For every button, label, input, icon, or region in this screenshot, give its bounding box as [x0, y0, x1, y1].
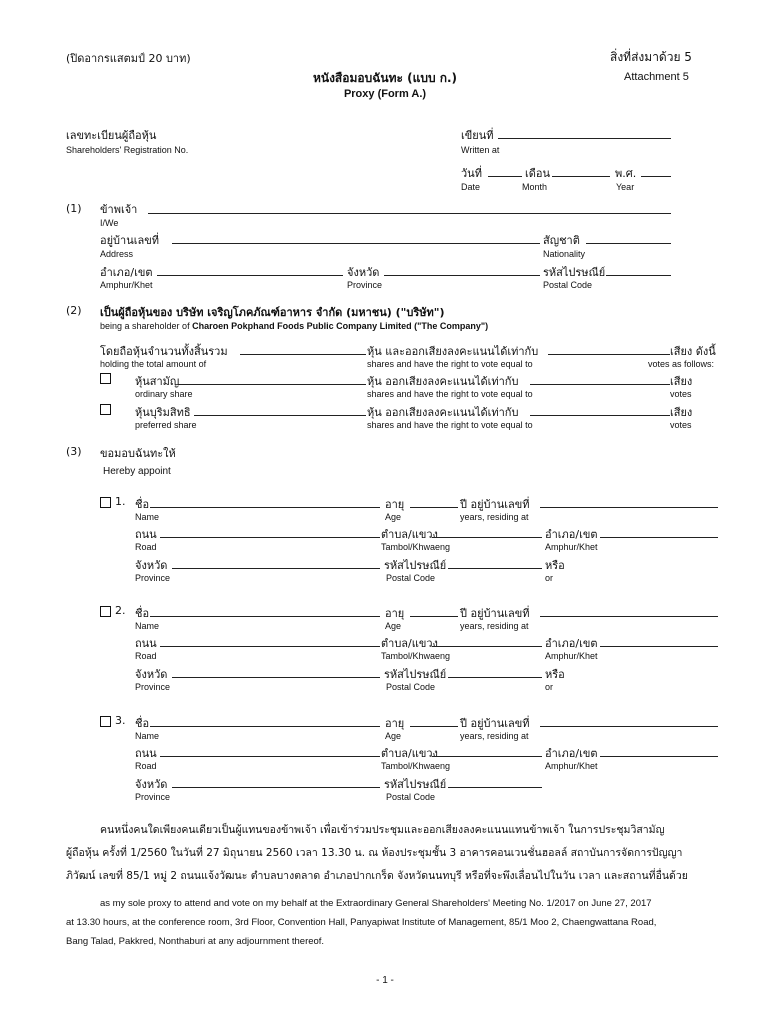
proxy-3-number: 3.: [115, 714, 126, 727]
proxy-1-years-label-th: ปี อยู่บ้านเลขที่: [460, 498, 530, 511]
ordinary-mid-en: shares and have the right to vote equal to: [367, 389, 533, 399]
total-shares-mid-en: shares and have the right to vote equal to: [367, 359, 533, 369]
preferred-votes-field[interactable]: [530, 415, 670, 416]
proxy-3-amphur-field[interactable]: [600, 756, 718, 757]
form-title-thai: หนังสือมอบฉันทะ (แบบ ก.): [312, 71, 458, 85]
proxy-3-province-label-en: Province: [135, 792, 171, 802]
enclosure-label: สิ่งที่ส่งมาด้วย 5: [610, 50, 692, 64]
total-shares-label-th: โดยถือหุ้นจำนวนทั้งสิ้นรวม: [100, 345, 228, 358]
reg-no-label-th: เลขทะเบียนผู้ถือหุ้น: [66, 129, 157, 142]
month-label-th: เดือน: [525, 167, 551, 180]
ordinary-shares-field[interactable]: [178, 384, 366, 385]
amphur-label-en: Amphur/Khet: [100, 280, 153, 290]
stamp-duty-note: (ปิดอากรแสตมป์ 20 บาท): [66, 52, 191, 65]
proxy-3-province-label-th: จังหวัด: [135, 778, 168, 791]
section-1-number: (1): [66, 202, 82, 215]
proxy-2-tambol-field[interactable]: [432, 646, 542, 647]
proxy-3-name-label-en: Name: [135, 731, 160, 741]
proxy-1-postal-label-th: รหัสไปรษณีย์: [384, 559, 447, 572]
proxy-2-road-field[interactable]: [160, 646, 380, 647]
page-number: - 1 -: [376, 975, 394, 986]
proxy-2-address-field[interactable]: [540, 616, 718, 617]
proxy-3-postal-label-en: Postal Code: [386, 792, 436, 802]
statement-english-line-2: at 13.30 hours, at the conference room, 3rd Floor, Convention Hall, Panyapiwat Institute of Management, 85/1 Moo 2, Chaengwattana Road,: [66, 917, 657, 928]
appoint-label-en: Hereby appoint: [103, 466, 171, 477]
preferred-share-checkbox[interactable]: [100, 404, 111, 415]
proxy-2-postal-field[interactable]: [448, 677, 542, 678]
month-field[interactable]: [552, 176, 610, 177]
proxy-1-name-label-th: ชื่อ: [135, 498, 150, 511]
proxy-2-age-label-th: อายุ: [385, 607, 405, 620]
ordinary-mid-th: หุ้น ออกเสียงลงคะแนนได้เท่ากับ: [367, 375, 519, 388]
preferred-mid-th: หุ้น ออกเสียงลงคะแนนได้เท่ากับ: [367, 406, 519, 419]
proxy-3-tambol-label-th: ตำบล/แขวง: [381, 747, 438, 760]
proxy-1-road-field[interactable]: [160, 537, 380, 538]
statement-thai-line-2: ผู้ถือหุ้น ครั้งที่ 1/2560 ในวันที่ 27 มิถุนายน 2560 เวลา 13.30 น. ณ ห้องประชุมชั้น 3 อาคารคอนเวนชั่นฮอลล์ สถาบันการจัดการปัญญา: [66, 847, 683, 859]
proxy-3-age-field[interactable]: [410, 726, 458, 727]
proxy-2-postal-label-th: รหัสไปรษณีย์: [384, 668, 447, 681]
proxy-1-amphur-field[interactable]: [600, 537, 718, 538]
appoint-label-th: ขอมอบฉันทะให้: [100, 447, 176, 460]
ordinary-share-label-en: ordinary share: [135, 389, 193, 399]
date-field[interactable]: [488, 176, 522, 177]
proxy-2-name-label-th: ชื่อ: [135, 607, 150, 620]
i-we-label-en: I/We: [100, 218, 119, 228]
total-shares-mid-th: หุ้น และออกเสียงลงคะแนนได้เท่ากับ: [367, 345, 539, 358]
proxy-1-or-en: or: [545, 573, 554, 583]
postal-label-en: Postal Code: [543, 280, 593, 290]
proxy-1-road-label-th: ถนน: [135, 528, 157, 541]
proxy-2-province-label-en: Province: [135, 682, 171, 692]
preferred-share-label-th: หุ้นบุริมสิทธิ: [135, 406, 191, 419]
proxy-3-tambol-label-en: Tambol/Khwaeng: [381, 761, 451, 771]
proxy-1-age-label-th: อายุ: [385, 498, 405, 511]
date-label-en: Date: [461, 182, 481, 192]
proxy-3-province-field[interactable]: [172, 787, 380, 788]
proxy-1-province-field[interactable]: [172, 568, 380, 569]
date-label-th: วันที่: [461, 167, 482, 180]
section-2-number: (2): [66, 304, 82, 317]
proxy-3-age-label-en: Age: [385, 731, 402, 741]
proxy-3-road-label-en: Road: [135, 761, 157, 771]
proxy-3-years-label-th: ปี อยู่บ้านเลขที่: [460, 717, 530, 730]
nationality-label-th: สัญชาติ: [543, 234, 580, 247]
proxy-3-amphur-label-th: อำเภอ/เขต: [545, 747, 598, 760]
proxy-1-age-field[interactable]: [410, 507, 458, 508]
statement-thai-line-3: ภิวัฒน์ เลขที่ 85/1 หมู่ 2 ถนนแจ้งวัฒนะ ตำบลบางตลาด อำเภอปากเกร็ด จังหวัดนนทบุรี หรือที่จะพึงเลื่อนไปในวัน เวลา และสถานที่อื่นด้วย: [66, 870, 688, 882]
proxy-1-tambol-label-en: Tambol/Khwaeng: [381, 542, 451, 552]
statement-english-line-1: as my sole proxy to attend and vote on my behalf at the Extraordinary General Shareholders' Meeting No. 1/2017 on June 27, 2017: [100, 898, 652, 909]
postal-code-field[interactable]: [606, 275, 671, 276]
i-we-label-th: ข้าพเจ้า: [100, 203, 138, 216]
proxy-3-name-label-th: ชื่อ: [135, 717, 150, 730]
proxy-1-postal-label-en: Postal Code: [386, 573, 436, 583]
amphur-label-th: อำเภอ/เขต: [100, 266, 153, 279]
preferred-mid-en: shares and have the right to vote equal to: [367, 420, 533, 430]
address-field[interactable]: [172, 243, 540, 244]
proxy-2-years-label-en: years, residing at: [460, 621, 529, 631]
proxy-2-checkbox[interactable]: [100, 606, 111, 617]
proxy-2-or-th: หรือ: [545, 668, 565, 681]
total-votes-field[interactable]: [548, 354, 670, 355]
proxy-2-name-label-en: Name: [135, 621, 160, 631]
province-field[interactable]: [384, 275, 540, 276]
proxy-1-age-label-en: Age: [385, 512, 402, 522]
proxy-3-road-label-th: ถนน: [135, 747, 157, 760]
proxy-3-age-label-th: อายุ: [385, 717, 405, 730]
preferred-share-label-en: preferred share: [135, 420, 197, 430]
proxy-1-name-field[interactable]: [150, 507, 380, 508]
amphur-field[interactable]: [157, 275, 343, 276]
address-label-th: อยู่บ้านเลขที่: [100, 234, 160, 247]
year-label-en: Year: [616, 182, 635, 192]
written-at-label-th: เขียนที่: [461, 129, 494, 142]
preferred-shares-field[interactable]: [194, 415, 366, 416]
proxy-1-checkbox[interactable]: [100, 497, 111, 508]
ordinary-share-checkbox[interactable]: [100, 373, 111, 384]
total-shares-label-en: holding the total amount of: [100, 359, 207, 369]
proxy-1-tambol-label-th: ตำบล/แขวง: [381, 528, 438, 541]
proxy-1-road-label-en: Road: [135, 542, 157, 552]
proxy-2-years-label-th: ปี อยู่บ้านเลขที่: [460, 607, 530, 620]
proxy-3-amphur-label-en: Amphur/Khet: [545, 761, 598, 771]
proxy-2-road-label-th: ถนน: [135, 637, 157, 650]
nationality-field[interactable]: [586, 243, 671, 244]
written-at-field[interactable]: [498, 138, 671, 139]
proxy-2-tambol-label-th: ตำบล/แขวง: [381, 637, 438, 650]
proxy-1-number: 1.: [115, 495, 126, 508]
proxy-1-province-label-en: Province: [135, 573, 171, 583]
proxy-3-checkbox[interactable]: [100, 716, 111, 727]
proxy-2-name-field[interactable]: [150, 616, 380, 617]
statement-thai-line-1: คนหนึ่งคนใดเพียงคนเดียวเป็นผู้แทนของข้าพเจ้า เพื่อเข้าร่วมประชุมและออกเสียงลงคะแนนแทนข้าพเจ้า ในการประชุมวิสามัญ: [100, 824, 665, 836]
proxy-1-tambol-field[interactable]: [432, 537, 542, 538]
total-shares-field[interactable]: [240, 354, 366, 355]
province-label-th: จังหวัด: [347, 266, 380, 279]
proxy-3-address-field[interactable]: [540, 726, 718, 727]
proxy-3-postal-field[interactable]: [448, 787, 542, 788]
proxy-3-years-label-en: years, residing at: [460, 731, 529, 741]
written-at-label-en: Written at: [461, 145, 500, 155]
statement-english-line-3: Bang Talad, Pakkred, Nonthaburi at any adjournment thereof.: [66, 936, 325, 947]
ordinary-votes-label-en: votes: [670, 389, 692, 399]
proxy-1-years-label-en: years, residing at: [460, 512, 529, 522]
proxy-2-postal-label-en: Postal Code: [386, 682, 436, 692]
month-label-en: Month: [522, 182, 548, 192]
proxy-2-amphur-field[interactable]: [600, 646, 718, 647]
proxy-3-name-field[interactable]: [150, 726, 380, 727]
province-label-en: Province: [347, 280, 383, 290]
proxy-1-amphur-label-th: อำเภอ/เขต: [545, 528, 598, 541]
proxy-3-road-field[interactable]: [160, 756, 380, 757]
postal-label-th: รหัสไปรษณีย์: [543, 266, 606, 279]
proxy-2-age-label-en: Age: [385, 621, 402, 631]
proxy-2-or-en: or: [545, 682, 554, 692]
proxy-2-number: 2.: [115, 604, 126, 617]
proxy-1-or-th: หรือ: [545, 559, 565, 572]
proxy-2-road-label-en: Road: [135, 651, 157, 661]
proxy-1-postal-field[interactable]: [448, 568, 542, 569]
proxy-1-name-label-en: Name: [135, 512, 160, 522]
preferred-votes-label-th: เสียง: [670, 406, 693, 419]
attachment-label: Attachment 5: [624, 71, 689, 83]
form-title-english: Proxy (Form A.): [343, 88, 427, 100]
ordinary-votes-label-th: เสียง: [670, 375, 693, 388]
proxy-2-amphur-label-th: อำเภอ/เขต: [545, 637, 598, 650]
shareholder-of-en: being a shareholder of Charoen Pokphand Foods Public Company Limited ("The Company"): [100, 321, 489, 331]
proxy-2-tambol-label-en: Tambol/Khwaeng: [381, 651, 451, 661]
proxy-1-province-label-th: จังหวัด: [135, 559, 168, 572]
proxy-3-tambol-field[interactable]: [432, 756, 542, 757]
year-label-th: พ.ศ.: [615, 167, 637, 180]
preferred-votes-label-en: votes: [670, 420, 692, 430]
section-3-number: (3): [66, 445, 82, 458]
year-field[interactable]: [641, 176, 671, 177]
ordinary-votes-field[interactable]: [530, 384, 670, 385]
nationality-label-en: Nationality: [543, 249, 586, 259]
proxy-1-amphur-label-en: Amphur/Khet: [545, 542, 598, 552]
proxy-2-province-label-th: จังหวัด: [135, 668, 168, 681]
shareholder-name-field[interactable]: [148, 213, 671, 214]
proxy-2-province-field[interactable]: [172, 677, 380, 678]
proxy-3-postal-label-th: รหัสไปรษณีย์: [384, 778, 447, 791]
reg-no-label-en: Shareholders' Registration No.: [66, 145, 189, 155]
total-votes-label-th: เสียง ดังนี้: [670, 345, 716, 358]
shareholder-of-th: เป็นผู้ถือหุ้นของ บริษัท เจริญโภคภัณฑ์อาหาร จำกัด (มหาชน) ("บริษัท"): [100, 306, 445, 319]
proxy-2-age-field[interactable]: [410, 616, 458, 617]
address-label-en: Address: [100, 249, 134, 259]
proxy-1-address-field[interactable]: [540, 507, 718, 508]
ordinary-share-label-th: หุ้นสามัญ: [135, 375, 180, 388]
total-votes-label-en: votes as follows:: [648, 359, 715, 369]
proxy-2-amphur-label-en: Amphur/Khet: [545, 651, 598, 661]
